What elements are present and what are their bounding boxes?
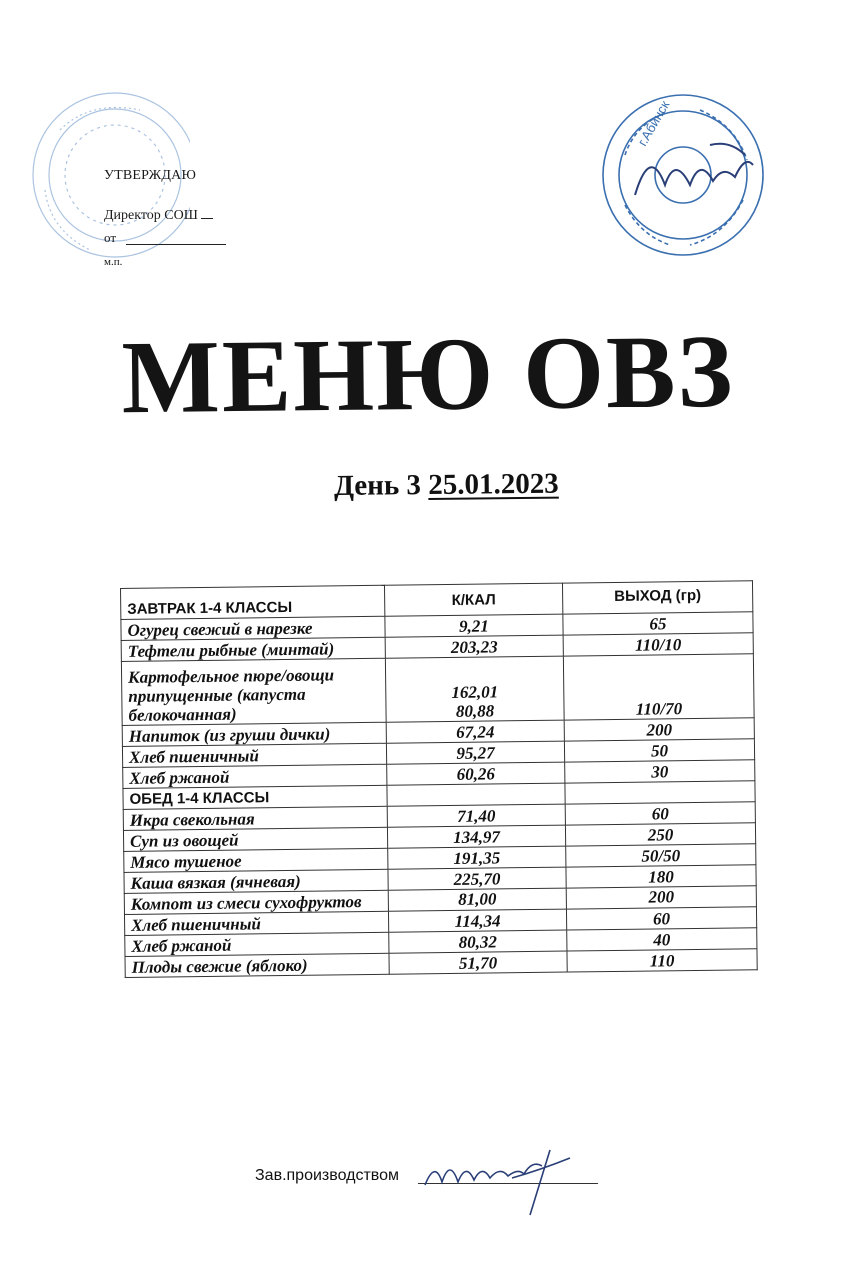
dish-name: Тефтели рыбные (минтай) (121, 637, 385, 661)
approval-from: от (104, 230, 117, 245)
kcal-header: К/КАЛ (384, 583, 562, 616)
dish-kcal: 81,00 (388, 888, 566, 911)
dish-output: 30 (565, 760, 755, 783)
dish-kcal-second: 80,88 (455, 701, 495, 721)
output-header: ВЫХОД (гр) (562, 581, 752, 614)
empty-cell (387, 783, 565, 806)
dish-name: Хлеб ржаной (123, 764, 387, 788)
dish-output: 180 (566, 865, 756, 888)
dish-output: 60 (566, 907, 756, 930)
menu-table-wrap (120, 580, 757, 978)
dish-name: Напиток (из груши дички) (122, 722, 386, 746)
dish-kcal: 51,70 (389, 951, 567, 974)
dish-name: Картофельное пюре/овощи припущенные (капуста белокочанная) (121, 658, 386, 725)
breakfast-header: ЗАВТРАК 1-4 КЛАССЫ (121, 585, 385, 619)
dish-name: Хлеб пшеничный (122, 743, 386, 767)
dish-kcal: 9,21 (385, 614, 563, 637)
dish-kcal: 225,70 (388, 867, 566, 890)
table-row (121, 654, 754, 726)
dish-kcal-pair (385, 656, 564, 722)
dish-kcal: 80,32 (389, 930, 567, 953)
dish-kcal: 134,97 (387, 825, 565, 848)
approval-from-line (126, 244, 226, 245)
dish-output: 110/70 (563, 654, 754, 720)
dish-name: Хлеб пшеничный (124, 911, 388, 935)
day-date: 25.01.2023 (428, 467, 559, 502)
stamp-text: г.Абинск (634, 98, 673, 149)
dish-kcal: 114,34 (388, 909, 566, 932)
dish-kcal: 95,27 (386, 741, 564, 764)
dish-name: Плоды свежие (яблоко) (125, 953, 389, 977)
dish-kcal: 60,26 (387, 762, 565, 785)
dish-output: 110/10 (563, 633, 753, 656)
dish-output: 40 (567, 928, 757, 951)
day-label: День 3 (333, 469, 422, 502)
dish-kcal: 71,40 (387, 804, 565, 827)
page-title: МЕНЮ ОВЗ (121, 313, 735, 436)
footer-label: Зав.производством (255, 1167, 399, 1184)
dish-kcal: 67,24 (386, 720, 564, 743)
dish-name: Хлеб ржаной (125, 932, 389, 956)
dish-output: 50 (564, 739, 754, 762)
dish-output: 200 (564, 718, 754, 741)
dish-kcal: 203,23 (385, 635, 563, 658)
lunch-header: ОБЕД 1-4 КЛАССЫ (123, 785, 387, 809)
dish-kcal: 162,01 (451, 682, 499, 702)
dish-output: 65 (563, 612, 753, 635)
approval-title: УТВЕРЖДАЮ (104, 168, 197, 183)
approval-mp: м.п. (104, 256, 123, 268)
dish-output: 60 (565, 802, 755, 825)
dish-output: 50/50 (566, 844, 756, 867)
right-stamp-icon (595, 85, 770, 265)
dish-output: 200 (566, 886, 756, 909)
dish-name: Мясо тушеное (124, 848, 388, 872)
approval-director: Директор СОШ (104, 208, 213, 224)
dish-kcal: 191,35 (388, 846, 566, 869)
dish-name: Огурец свежий в нарезке (121, 616, 385, 640)
dish-output: 110 (567, 949, 757, 972)
dish-name: Суп из овощей (123, 827, 387, 851)
dish-name: Каша вязкая (ячневая) (124, 869, 388, 893)
dish-name: Компот из смеси сухофруктов (124, 890, 388, 914)
dish-output: 250 (565, 823, 755, 846)
signature-icon (420, 1140, 580, 1220)
dish-name: Икра свекольная (123, 806, 387, 830)
menu-table (120, 580, 758, 978)
empty-cell (565, 781, 755, 804)
day-line (334, 468, 559, 503)
